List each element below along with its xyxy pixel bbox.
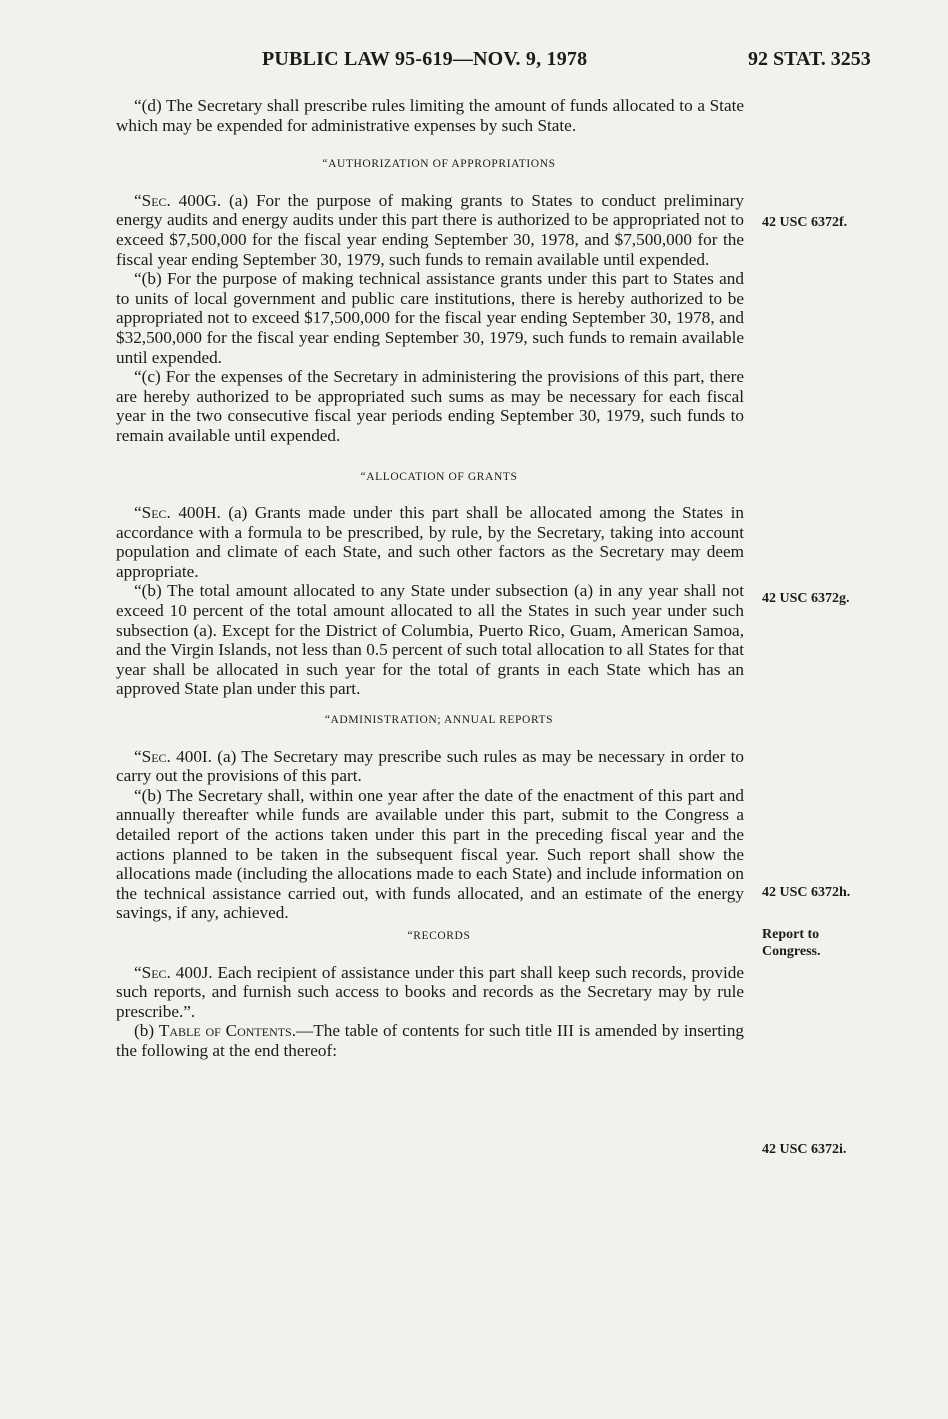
- section-label: “Sec.: [134, 746, 171, 766]
- section-text: 400I. (a) The Secretary may prescribe such rules as may be necessary in order to carry out the provisions of this part.: [116, 746, 744, 786]
- toc-text: .—The table of contents for such title III is amended by inserting the following at the end thereof:: [116, 1021, 745, 1060]
- section-label: “Sec.: [134, 962, 171, 982]
- paragraph-d: “(d) The Secretary shall prescribe rules limiting the amount of funds allocated to a State which may be expended for administrative expenses by such State.: [116, 96, 744, 135]
- page-header-stat: 92 STAT. 3253: [748, 48, 871, 70]
- margin-note-42-usc-6372i: 42 USC 6372i.: [762, 1142, 847, 1157]
- section-text: 400G. (a) For the purpose of making grants to States to conduct preliminary energy audits and energy audits under this part there is authorized to be appropriated not to exceed $7,500,000 for the fiscal year ending September 30, 1978, and $7,500,000 for the fiscal year ending September 30, 1979, such funds to remain available until expended.: [116, 190, 744, 269]
- section-text: 400J. Each recipient of assistance under this part shall keep such records, provide such reports, and furnish such access to books and records as the Secretary may by rule prescribe.”.: [116, 962, 744, 1021]
- page-header-title: PUBLIC LAW 95-619—NOV. 9, 1978: [262, 48, 588, 70]
- section-400i-a: [116, 747, 744, 786]
- margin-note-42-usc-6372g: 42 USC 6372g.: [762, 591, 850, 606]
- section-label: “Sec.: [134, 503, 171, 523]
- heading-authorization-of-appropriations: “AUTHORIZATION OF APPROPRIATIONS: [322, 158, 556, 171]
- section-400j: [116, 963, 744, 1022]
- margin-note-report-to-congress: [762, 926, 892, 960]
- margin-note-42-usc-6372f: 42 USC 6372f.: [762, 215, 848, 230]
- toc-prefix: (b): [134, 1021, 159, 1041]
- body-text: [116, 96, 744, 1061]
- report-note-line-2: Congress.: [762, 944, 821, 959]
- section-text: 400H. (a) Grants made under this part shall be allocated among the States in accordance with a formula to be prescribed, by rule, by the Secretary, taking into account population and climate of each State, and such other factors as the Secretary may deem appropriate.: [116, 503, 744, 581]
- toc-label: Table of Contents: [158, 1021, 292, 1041]
- section-400g-b: “(b) For the purpose of making technical assistance grants under this part to States and to units of local government and public care institutions, there is hereby authorized to be appropriated not to exceed $17,500,000 for the fiscal year ending September 30, 1978, and $32,500,000 for the fiscal year ending September 30, 1979, such funds to remain available until expended.: [116, 269, 744, 367]
- section-400i-b: “(b) The Secretary shall, within one year after the date of the enactment of this part and annually thereafter while funds are available under this part, submit to the Congress a detailed report of the actions taken under this part in the preceding fiscal year and the actions planned to be taken in the subsequent fiscal year. Such report shall show the allocations made (including the allocations made to each State) and include information on the technical assistance carried out, with funds allocated, and an estimate of the energy savings, if any, achieved.: [116, 785, 744, 923]
- margin-note-42-usc-6372h: 42 USC 6372h.: [762, 885, 851, 900]
- heading-allocation-of-grants: “ALLOCATION OF GRANTS: [360, 470, 518, 483]
- table-of-contents-paragraph: [116, 1021, 744, 1060]
- section-400h-a: [116, 503, 744, 581]
- heading-administration-annual-reports: “ADMINISTRATION; ANNUAL REPORTS: [324, 714, 554, 727]
- section-label: “Sec.: [134, 190, 171, 210]
- heading-records: “RECORDS: [407, 929, 471, 942]
- section-400g-c: “(c) For the expenses of the Secretary in administering the provisions of this part, there are hereby authorized to be appropriated such sums as may be necessary for each fiscal year in the two consecutive fiscal year periods ending September 30, 1979, such funds to remain available until expended.: [116, 367, 744, 445]
- section-400g-a: [116, 191, 744, 269]
- section-400h-b: “(b) The total amount allocated to any State under subsection (a) in any year shall not exceed 10 percent of the total amount allocated to all the States in such year under such subsection (a). Except for the District of Columbia, Puerto Rico, Guam, American Samoa, and the Virgin Islands, not less than 0.5 percent of such total allocation to all States for that year shall be allocated in such year for the total of grants in each State which has an approved State plan under this part.: [116, 581, 744, 699]
- report-note-line-1: Report to: [762, 927, 820, 942]
